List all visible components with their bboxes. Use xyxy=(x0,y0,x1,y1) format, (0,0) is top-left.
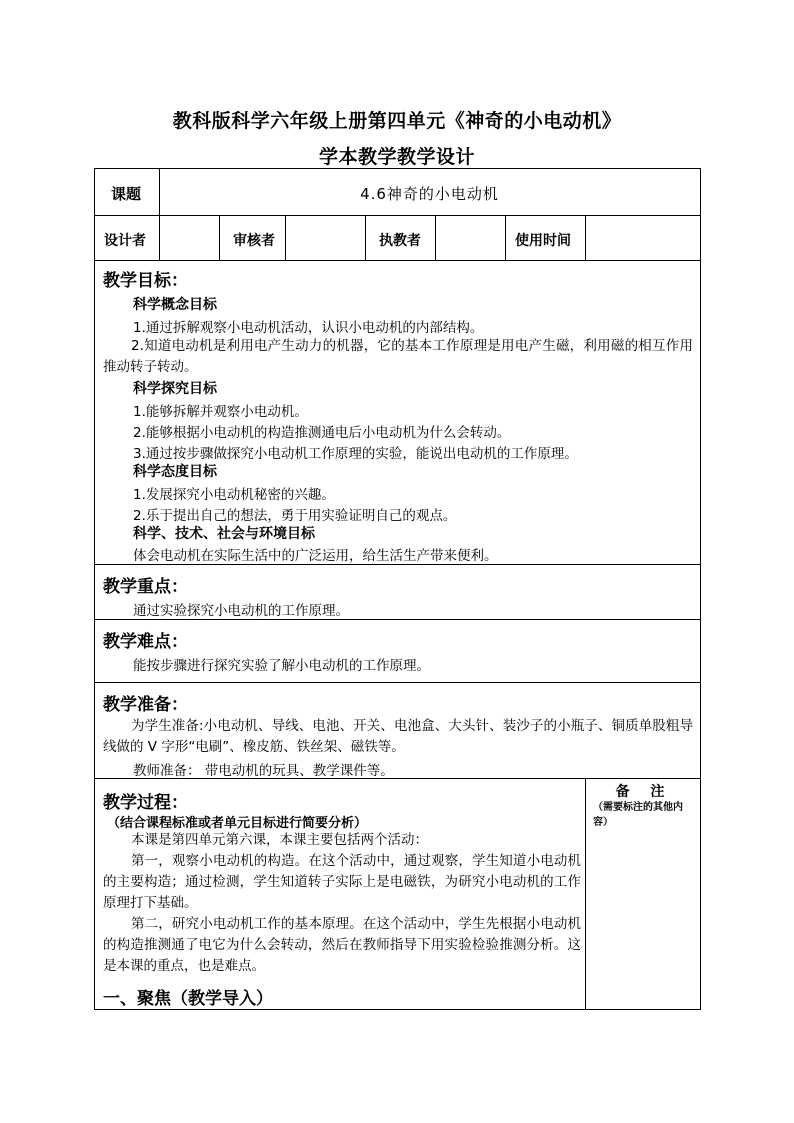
attitude-item-2: 2.乐于提出自己的想法，勇于用实验证明自己的观点。 xyxy=(133,508,457,524)
concept-item-1: 1.通过拆解观察小电动机活动，认识小电动机的内部结构。 xyxy=(133,320,484,336)
process-note-heading: （结合课程标准或者单元目标进行简要分析） xyxy=(107,816,368,831)
preparation-students: 为学生准备:小电动机、导线、电池、开关、电池盒、大头针、装沙子的小瓶子、铜质单股粗导线做的 V 字形“电刷”、橡皮筋、铁丝架、磁铁等。 xyxy=(103,718,693,755)
time-label: 使用时间 xyxy=(515,233,571,249)
teacher-label: 执教者 xyxy=(379,233,421,249)
attitude-heading: 科学态度目标 xyxy=(133,464,217,480)
inquiry-item-3: 3.通过按步骤做探究小电动机工作原理的实验，能说出电动机的工作原理。 xyxy=(133,446,578,462)
inquiry-heading: 科学探究目标 xyxy=(133,381,217,397)
preparation-teacher: 教师准备： 带电动机的玩具、教学课件等。 xyxy=(133,763,394,779)
inquiry-item-1: 1.能够拆解并观察小电动机。 xyxy=(133,404,308,420)
objectives-heading: 教学目标： xyxy=(103,271,188,291)
remark-title: 备 注 xyxy=(615,784,673,800)
lesson-plan-table xyxy=(94,168,701,1010)
process-heading: 教学过程： xyxy=(103,793,188,813)
designer-label: 设计者 xyxy=(104,233,146,249)
document-subtitle: 学本教学教学设计 xyxy=(318,146,475,168)
process-paragraph-3: 第二，研究小电动机工作的基本原理。在这个活动中，学生先根据小电动机的构造推测通了电它为什么会转动，然后在教师指导下用实验检验推测分析。这是本课的重点，也是难点。 xyxy=(103,916,581,974)
remark-subtitle: （需要标注的其他内容） xyxy=(593,802,683,828)
lesson-label: 课题 xyxy=(111,185,142,203)
concept-item-2: 2.知道电动机是利用电产生动力的机器，它的基本工作原理是用电产生磁，利用磁的相互作用推动转子转动。 xyxy=(103,338,693,375)
difficulty-text: 能按步骤进行探究实验了解小电动机的工作原理。 xyxy=(133,658,430,674)
key-point-text: 通过实验探究小电动机的工作原理。 xyxy=(133,603,349,619)
document-title: 教科版科学六年级上册第四单元《神奇的小电动机》 xyxy=(172,110,622,132)
difficulty-heading: 教学难点： xyxy=(103,632,188,652)
sts-item-1: 体会电动机在实际生活中的广泛运用，给生活生产带来便利。 xyxy=(133,548,498,564)
process-paragraph-2: 第一，观察小电动机的构造。在这个活动中，通过观察，学生知道小电动机的主要构造；通过检测，学生知道转子实际上是电磁铁，为研究小电动机的工作原理打下基础。 xyxy=(103,853,581,911)
sts-heading: 科学、技术、社会与环境目标 xyxy=(133,526,315,542)
process-paragraph-1: 本课是第四单元第六课，本课主要包括两个活动： xyxy=(131,832,428,848)
section-focus-heading: 一、聚焦（教学导入） xyxy=(103,989,273,1009)
reviewer-label: 审核者 xyxy=(233,233,275,249)
attitude-item-1: 1.发展探究小电动机秘密的兴趣。 xyxy=(133,487,335,503)
inquiry-item-2: 2.能够根据小电动机的构造推测通电后小电动机为什么会转动。 xyxy=(133,425,511,441)
lesson-title: 4.6神奇的小电动机 xyxy=(360,185,499,203)
preparation-heading: 教学准备： xyxy=(103,695,188,715)
concept-heading: 科学概念目标 xyxy=(133,297,217,313)
key-point-heading: 教学重点： xyxy=(103,577,188,597)
